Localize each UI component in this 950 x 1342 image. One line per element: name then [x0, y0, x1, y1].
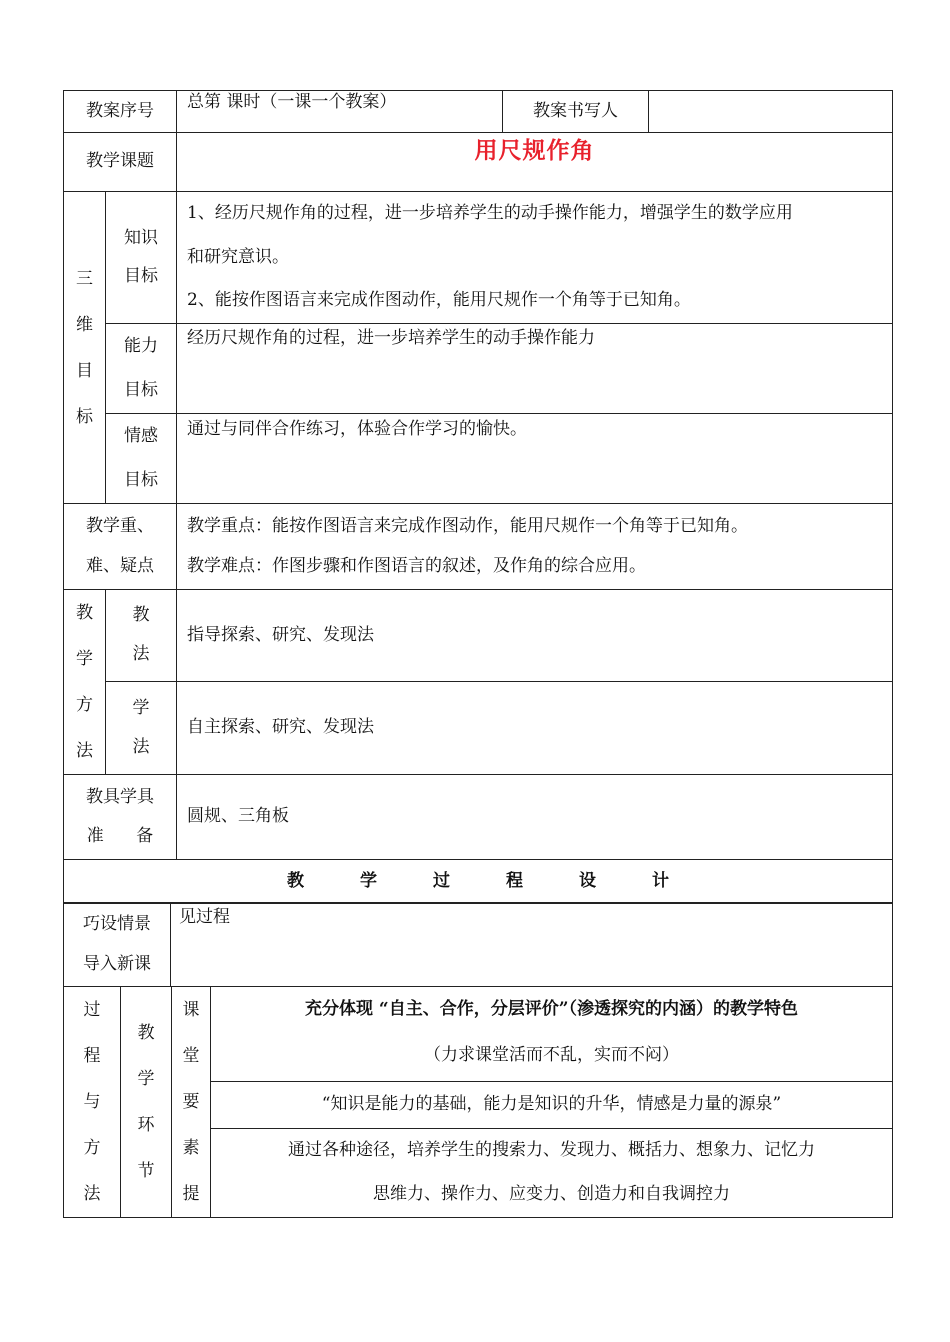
intro-label: 巧设情景 导入新课 [64, 903, 171, 987]
intro-text: 见过程 [171, 903, 893, 987]
knowledge-goal-label: 知识 目标 [106, 192, 177, 324]
emotion-goal-text: 通过与同伴合作练习，体验合作学习的愉快。 [177, 414, 893, 504]
seq-value: 总第 课时（一课一个教案） [177, 91, 503, 133]
goals-group-label: 三 维 目 标 [64, 192, 106, 504]
teach-method-label: 教 法 [106, 590, 177, 682]
learn-method-text: 自主探索、研究、发现法 [177, 681, 893, 774]
tools-text: 圆规、三角板 [177, 775, 893, 860]
process-method-label: 过 程 与 方 法 [64, 987, 121, 1218]
teach-method-text: 指导探索、研究、发现法 [177, 590, 893, 682]
topic-label: 教学课题 [64, 133, 177, 192]
quote-text: “知识是能力的基础，能力是知识的升华，情感是力量的源泉” [211, 1081, 893, 1128]
key-points-text: 教学重点：能按作图语言来完成作图动作，能用尺规作一个角等于已知角。 教学难点：作图步骤和作图语言的叙述，及作角的综合应用。 [177, 504, 893, 590]
abilities-text: 通过各种途径，培养学生的搜索力、发现力、概括力、想象力、记忆力 思维力、操作力、应变力、创造力和自我调控力 [211, 1128, 893, 1217]
lesson-title: 用尺规作角 [177, 133, 893, 192]
process-heading: 教 学 过 程 设 计 [64, 860, 893, 904]
feature-title: 充分体现 “自主、合作，分层评价”（渗透探究的内涵）的教学特色 [305, 999, 798, 1019]
process-table [63, 986, 893, 1218]
writer-value [649, 91, 893, 133]
lesson-info-table [63, 90, 893, 904]
methods-group-label: 教 学 方 法 [64, 590, 106, 775]
feature-subtitle: （力求课堂活而不乱，实而不闷） [424, 1044, 679, 1065]
tools-label: 教具学具 准 备 [64, 775, 177, 860]
intro-table [63, 902, 893, 987]
teaching-stage-label: 教 学 环 节 [121, 987, 172, 1218]
writer-label: 教案书写人 [503, 91, 649, 133]
key-points-label: 教学重、 难、疑点 [64, 504, 177, 590]
ability-goal-text: 经历尺规作角的过程，进一步培养学生的动手操作能力 [177, 324, 893, 414]
seq-label: 教案序号 [64, 91, 177, 133]
class-elements-label: 课 堂 要 素 提 [172, 987, 211, 1218]
emotion-goal-label: 情感 目标 [106, 414, 177, 504]
ability-goal-label: 能力 目标 [106, 324, 177, 414]
feature-cell [211, 987, 893, 1082]
learn-method-label: 学 法 [106, 681, 177, 774]
knowledge-goal-text: 1、经历尺规作角的过程，进一步培养学生的动手操作能力，增强学生的数学应用 和研究意识。 2、能按作图语言来完成作图动作，能用尺规作一个角等于已知角。 [177, 192, 893, 324]
